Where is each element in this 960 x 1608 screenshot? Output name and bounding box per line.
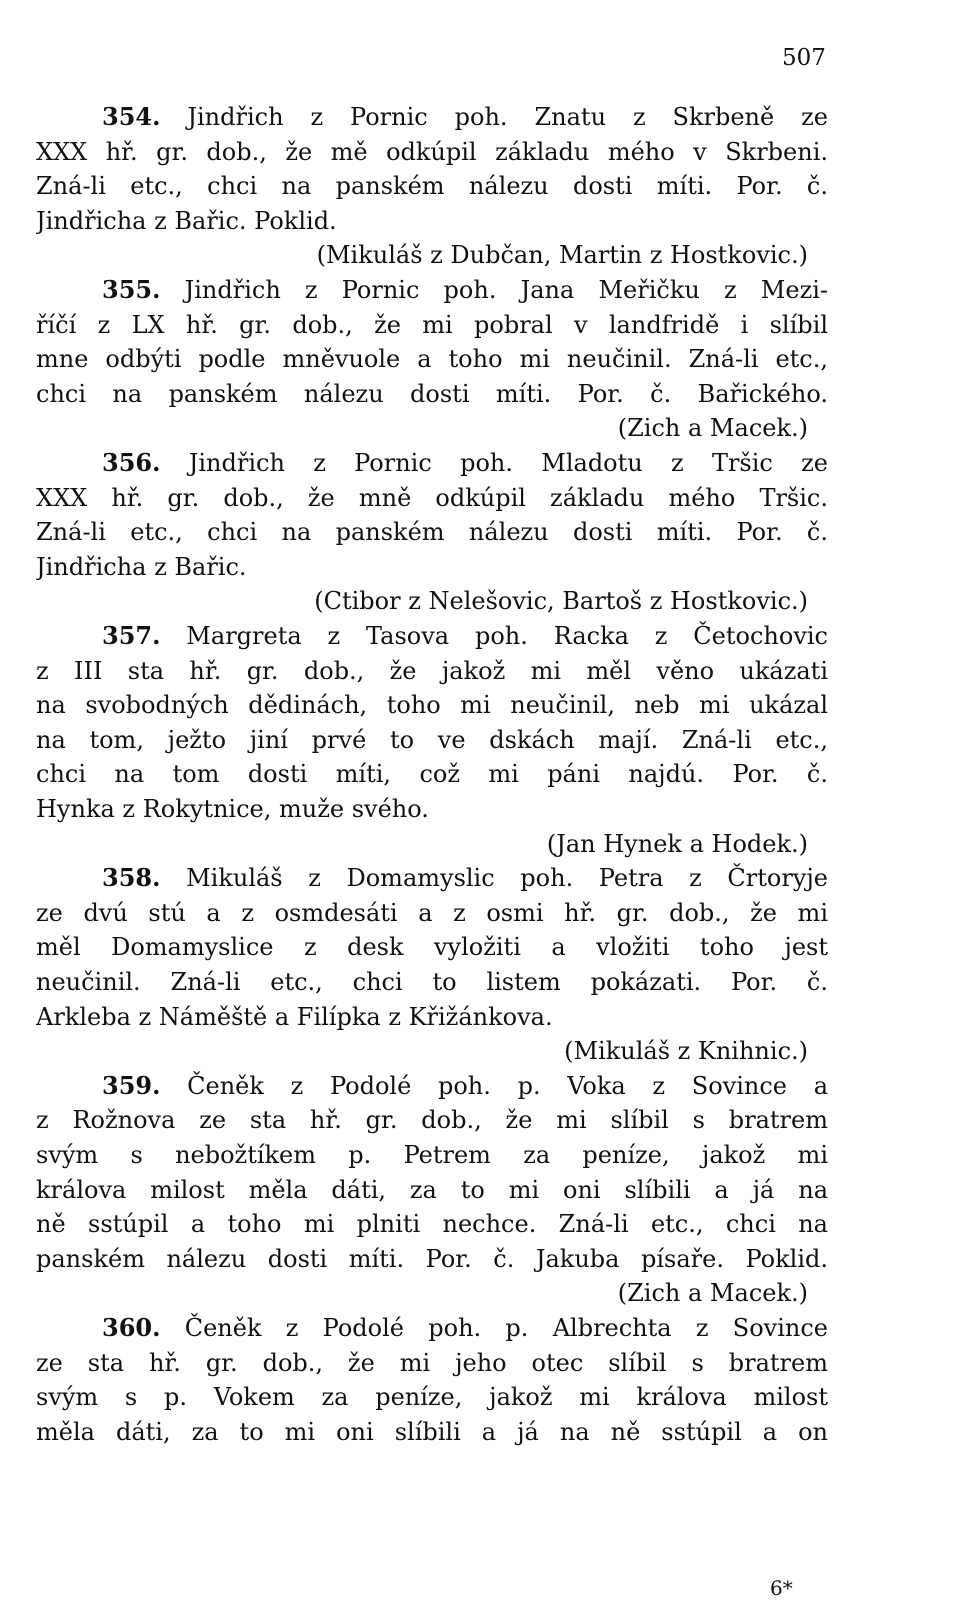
line-text: ze dvú stú a z osmdesáti a z osmi hř. gr. dob., že mi <box>36 898 828 927</box>
line-text: Hynka z Rokytnice, muže svého. <box>36 795 429 823</box>
text-line <box>36 1105 828 1135</box>
witness-line <box>36 586 808 616</box>
text-line <box>36 1175 828 1205</box>
line-text: mne odbýti podle mněvuole a toho mi neučinil. Zná-li etc., <box>36 345 828 374</box>
line-text: Jindřich z Pornic poh. Znatu z Skrbeně ze <box>160 103 828 131</box>
line-text: chci na tom dosti míti, což mi páni najdú. Por. č. <box>36 760 828 789</box>
entry-number: 356. <box>102 448 161 477</box>
text-line <box>36 1244 828 1274</box>
text-line <box>36 1348 828 1378</box>
line-text: měl Domamyslice z desk vyložiti a vložiti toho jest <box>36 933 828 962</box>
line-text: na svobodných dědinách, toho mi neučinil, neb mi ukázal <box>36 691 828 720</box>
text-line <box>36 725 828 755</box>
line-text: (Zich a Macek.) <box>617 414 808 443</box>
text-line <box>36 379 828 409</box>
text-line <box>36 552 828 582</box>
text-line <box>36 344 828 374</box>
witness-line <box>36 413 808 443</box>
line-text: (Mikuláš z Dubčan, Martin z Hostkovic.) <box>316 241 808 270</box>
line-text: Jindřich z Pornic poh. Mladotu z Tršic ze <box>160 449 828 477</box>
line-text: Mikuláš z Domamyslic poh. Petra z Črtoryje <box>160 864 828 893</box>
text-line <box>36 1417 828 1447</box>
line-text: svým s nebožtíkem p. Petrem za peníze, jakož mi <box>36 1141 828 1169</box>
entry-number: 360. <box>102 1313 161 1342</box>
line-text: Jindřicha z Bařic. <box>36 552 247 581</box>
line-text: neučinil. Zná-li etc., chci to listem pokázati. Por. č. <box>36 968 828 996</box>
text-line <box>36 1002 828 1032</box>
line-text: říčí z LX hř. gr. dob., že mi pobral v landfridě i slíbil <box>36 310 828 339</box>
text-line <box>36 794 828 824</box>
line-text: Zná-li etc., chci na panském nálezu dosti míti. Por. č. <box>36 172 828 201</box>
text-line <box>36 137 828 167</box>
witness-line <box>36 829 808 859</box>
line-text: svým s p. Vokem za peníze, jakož mi králova milost <box>36 1383 828 1412</box>
line-text: (Jan Hynek a Hodek.) <box>546 829 808 858</box>
entry-number: 355. <box>102 275 161 304</box>
line-text: ně sstúpil a toho mi plniti nechce. Zná-li etc., chci na <box>36 1210 828 1239</box>
witness-line <box>36 1278 808 1308</box>
text-line <box>36 863 828 893</box>
line-text: z Rožnova ze sta hř. gr. dob., že mi slíbil s bratrem <box>36 1106 828 1135</box>
line-text: Jindřicha z Bařic. Poklid. <box>36 206 337 235</box>
text-line <box>36 932 828 962</box>
line-text: Čeněk z Podolé poh. p. Albrechta z Sovince <box>160 1314 828 1342</box>
line-text: králova milost měla dáti, za to mi oni slíbili a já na <box>36 1175 828 1204</box>
text-line <box>36 759 828 789</box>
text-line <box>36 171 828 201</box>
line-text: chci na panském nálezu dosti míti. Por. č. Bařického. <box>36 379 828 408</box>
entry-number: 354. <box>102 102 161 131</box>
text-line <box>36 1382 828 1412</box>
line-text: (Ctibor z Nelešovic, Bartoš z Hostkovic.) <box>314 587 808 616</box>
entry-number: 357. <box>102 621 161 650</box>
line-text: (Zich a Macek.) <box>617 1279 808 1308</box>
line-text: XXX hř. gr. dob., že mě odkúpil základu mého v Skrbeni. <box>36 137 828 166</box>
witness-line <box>36 240 808 270</box>
entry-number: 359. <box>102 1070 161 1100</box>
line-text: (Mikuláš z Knihnic.) <box>564 1037 808 1066</box>
line-text: Jindřich z Pornic poh. Jana Meřičku z Mezi- <box>160 276 828 304</box>
text-line <box>36 310 828 340</box>
text-line <box>36 898 828 928</box>
text-line <box>36 1140 828 1170</box>
line-text: na tom, ježto jiní prvé to ve dskách mají. Zná-li etc., <box>36 725 828 754</box>
line-text: Margreta z Tasova poh. Racka z Četochovic <box>160 622 828 650</box>
line-text: z III sta hř. gr. dob., že jakož mi měl věno ukázati <box>36 656 828 685</box>
line-text: Zná-li etc., chci na panském nálezu dosti míti. Por. č. <box>36 518 828 547</box>
text-line <box>36 102 828 132</box>
text-line <box>36 967 828 997</box>
text-line <box>36 483 828 513</box>
entry-number: 358. <box>102 863 161 893</box>
page-number: 507 <box>782 45 826 71</box>
text-line <box>36 206 828 236</box>
text-line <box>36 448 828 478</box>
text-line <box>36 1209 828 1239</box>
text-line <box>36 1071 828 1101</box>
line-text: panském nálezu dosti míti. Por. č. Jakuba písaře. Poklid. <box>36 1244 828 1273</box>
line-text: měla dáti, za to mi oni slíbili a já na ně sstúpil a on <box>36 1417 828 1446</box>
line-text: XXX hř. gr. dob., že mně odkúpil základu mého Tršic. <box>36 483 828 512</box>
text-line <box>36 517 828 547</box>
text-line <box>36 1313 828 1343</box>
text-line <box>36 656 828 686</box>
signature-mark: 6* <box>770 1576 793 1600</box>
line-text: Čeněk z Podolé poh. p. Voka z Sovince a <box>160 1071 828 1100</box>
witness-line <box>36 1036 808 1066</box>
line-text: Arkleba z Náměště a Filípka z Křižánkova. <box>36 1002 553 1031</box>
line-text: ze sta hř. gr. dob., že mi jeho otec slíbil s bratrem <box>36 1348 828 1377</box>
text-line <box>36 621 828 651</box>
text-line <box>36 275 828 305</box>
text-line <box>36 690 828 720</box>
